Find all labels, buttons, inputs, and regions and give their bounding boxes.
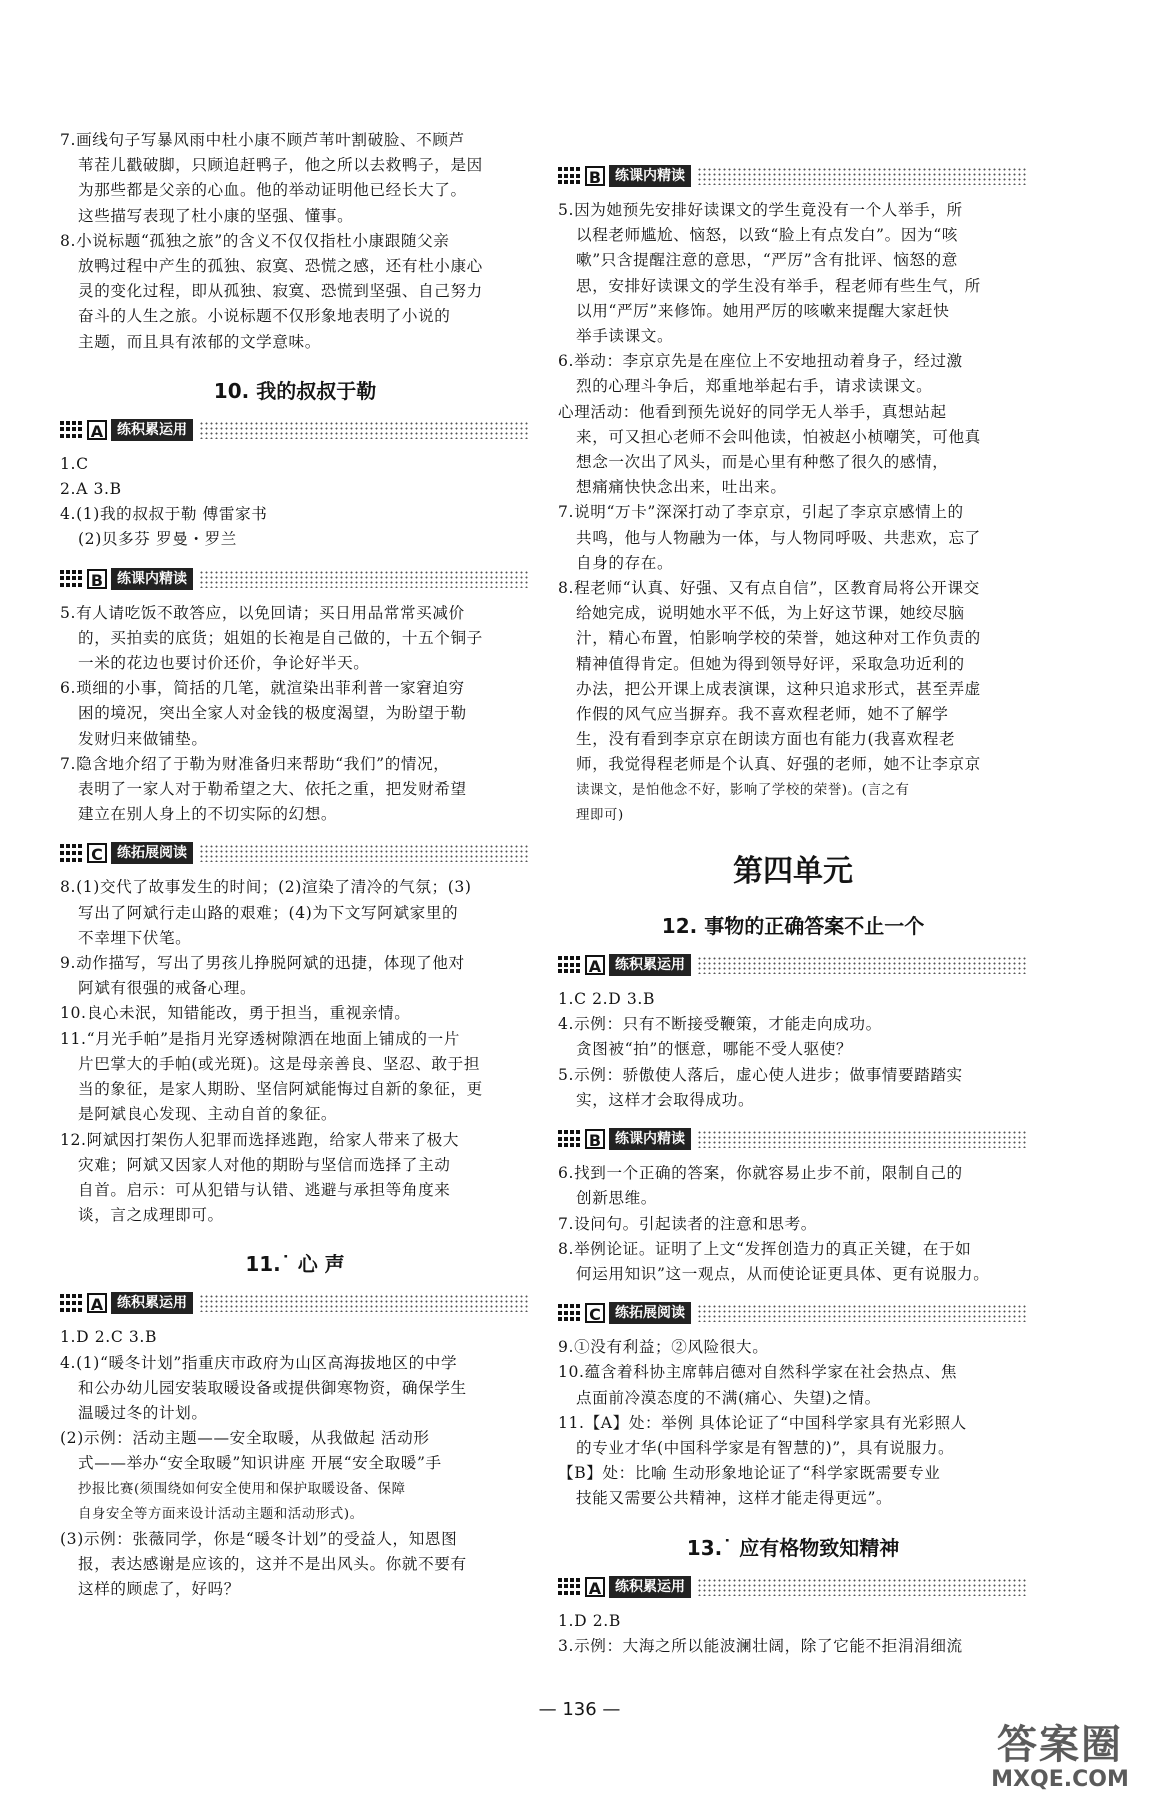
dots-icon (60, 1294, 84, 1312)
answer-line: 灾难；阿斌又因家人对他的期盼与坚信而选择了主动 (78, 1155, 451, 1174)
lesson-13-title: 13.˙ 应有格物致知精神 (686, 1535, 900, 1560)
answer-line: 何运用知识”这一观点，从而使论证更具体、更有说服力。 (576, 1264, 990, 1283)
answer-line: 建立在别人身上的不切实际的幻想。 (78, 805, 338, 824)
answer-line: 7.设问句。引起读者的注意和思考。 (558, 1214, 817, 1233)
section-label: 练课内精读 (609, 1128, 691, 1150)
answer-line: 6.琐细的小事，简括的几笔，就渲染出菲利普一家窘迫穷 (60, 679, 465, 698)
answer-line: 以用“严厉”来修饰。她用严厉的咳嗽来提醒大家赶快 (576, 301, 950, 320)
answer-line: 这样的顾虑了，好吗？ (78, 1580, 240, 1599)
answer-line: 5.因为她预先安排好读课文的学生竟没有一个人举手，所 (558, 201, 963, 219)
answer-line: 1.D 2.B (558, 1611, 621, 1630)
answer-line: 汁，精心布置，怕影响学校的荣誉，她这种对工作负责的 (576, 629, 981, 648)
answer-line: 技能又需要公共精神，这样才能走得更远”。 (576, 1489, 893, 1508)
answer-line: 报，表达感谢是应该的，这并不是出风头。你就不要有 (78, 1555, 467, 1574)
answer-line: 5.有人请吃饭不敢答应，以免回请；买日用品常常买减价 (60, 603, 465, 622)
answer-line: 4.(1)“暖冬计划”指重庆市政府为山区高海拔地区的中学 (60, 1353, 458, 1372)
answer-line: 2.A 3.B (60, 480, 122, 499)
answer-line: 不幸埋下伏笔。 (78, 928, 192, 947)
answer-line: 自身的存在。 (576, 553, 674, 572)
answer-line: 精神值得肯定。但她为得到领导好评，采取急功近利的 (576, 654, 965, 673)
answer-line: 主题，而且具有浓郁的文学意味。 (78, 332, 321, 351)
dots-icon (558, 1304, 582, 1322)
answer-line: 阿斌有很强的戒备心理。 (78, 979, 257, 998)
lesson-12-title: 12. 事物的正确答案不止一个 (661, 914, 925, 939)
dotted-fill (697, 956, 1028, 974)
left-column (60, 128, 530, 1603)
answer-line: 实，这样才会取得成功。 (576, 1090, 755, 1109)
dotted-fill (199, 570, 530, 588)
answer-line: 作假的风气应当摒弃。我不喜欢程老师，她不了解学 (576, 705, 949, 724)
answer-line: 谈，言之成理即可。 (78, 1206, 224, 1225)
answer-line: 6.找到一个正确的答案，你就容易止步不前，限制自己的 (558, 1164, 963, 1183)
answer-line: 苇茬儿戳破脚，只顾追赶鸭子，他之所以去救鸭子，是因 (78, 156, 483, 175)
answer-line: 1.D 2.C 3.B (60, 1328, 158, 1347)
right-column (558, 150, 1028, 1659)
answer-line: 8.程老师“认真、好强、又有点自信”，区教育局将公开课交 (558, 579, 980, 598)
answer-line: 奋斗的人生之旅。小说标题不仅形象地表明了小说的 (78, 307, 451, 326)
answer-line: 这些描写表现了杜小康的坚强、懂事。 (78, 206, 354, 225)
section-b-tag (558, 164, 1028, 188)
answer-line: 片巴掌大的手帕(或光斑)。这是母亲善良、坚忍、敢于担 (78, 1054, 481, 1073)
answer-line: 自首。启示：可从犯错与认错、逃避与承担等角度来 (78, 1180, 451, 1199)
dotted-fill (199, 1294, 530, 1312)
answer-line: (2)示例：活动主题——安全取暖，从我做起 活动形 (60, 1429, 430, 1448)
dotted-fill (697, 1578, 1028, 1596)
section-letter-a: A (585, 955, 605, 975)
answer-line: 放鸭过程中产生的孤独、寂寞、恐慌之感，还有杜小康心 (78, 257, 483, 276)
answer-line: 【B】处：比喻 生动形象地论证了“科学家既需要专业 (558, 1464, 941, 1483)
answer-line: 5.示例：骄傲使人落后，虚心使人进步；做事情要踏踏实 (558, 1065, 963, 1084)
section-label: 练积累运用 (111, 1292, 193, 1314)
section-c-tag (60, 841, 530, 865)
answer-line: 一米的花边也要讨价还价，争论好半天。 (78, 654, 370, 673)
answer-line: 理即可) (576, 807, 624, 823)
answer-line: (2)贝多芬 罗曼・罗兰 (78, 530, 237, 549)
answer-line: 8.举例论证。证明了上文“发挥创造力的真正关键，在于如 (558, 1239, 972, 1258)
section-b-tag (558, 1127, 1028, 1151)
dots-icon (60, 421, 84, 439)
answer-line: 写出了阿斌行走山路的艰难；(4)为下文写阿斌家里的 (78, 903, 459, 922)
answer-line: 创新思维。 (576, 1189, 657, 1208)
answer-line: 1.C (60, 454, 89, 473)
answer-line: 灵的变化过程，即从孤独、寂寞、恐慌到坚强、自己努力 (78, 282, 483, 301)
dots-icon (558, 1578, 582, 1596)
lesson-10-title: 10. 我的叔叔于勒 (213, 378, 377, 403)
answer-line: 7.说明“万卡”深深打动了李京京，引起了李京京感情上的 (558, 503, 964, 522)
answer-line: 嗽”只含提醒注意的意思，“严厉”含有批评、恼怒的意 (576, 251, 958, 270)
section-c-tag (558, 1301, 1028, 1325)
answer-line: 8.小说标题“孤独之旅”的含义不仅仅指杜小康跟随父亲 (60, 231, 450, 250)
answer-line: 4.示例：只有不断接受鞭策，才能走向成功。 (558, 1015, 882, 1034)
section-label: 练课内精读 (111, 568, 193, 590)
answer-line: 的专业才华(中国科学家是有智慧的)”，具有说服力。 (576, 1438, 955, 1457)
answer-line: 困的境况，突出全家人对金钱的极度渴望，为盼望于勒 (78, 704, 467, 723)
answer-line: 生，没有看到李京京在朗读方面也有能力(我喜欢程老 (576, 730, 956, 749)
answer-line: 7.画线句子写暴风雨中杜小康不顾芦苇叶割破脸、不顾芦 (60, 131, 465, 149)
dotted-fill (697, 1130, 1028, 1148)
section-label: 练积累运用 (609, 954, 691, 976)
section-label: 练拓展阅读 (609, 1302, 691, 1324)
answer-line: 6.举动：李京京先是在座位上不安地扭动着身子，经过激 (558, 352, 963, 371)
section-letter-c: C (585, 1303, 605, 1323)
answer-line: 烈的心理斗争后，郑重地举起右手，请求读课文。 (576, 377, 933, 396)
section-letter-a: A (585, 1577, 605, 1597)
section-a-tag (558, 953, 1028, 977)
section-a-tag (60, 418, 530, 442)
answer-line: 12.阿斌因打架伤人犯罪而选择逃跑，给家人带来了极大 (60, 1130, 460, 1149)
answer-line: 来，可又担心老师不会叫他读，怕被赵小桢嘲笑，可他真 (576, 427, 981, 446)
section-letter-a: A (87, 420, 107, 440)
section-letter-b: B (585, 166, 605, 186)
answer-line: 心理活动：他看到预先说好的同学无人举手，真想站起 (558, 402, 947, 421)
answer-line: 发财归来做铺垫。 (78, 729, 208, 748)
dotted-fill (697, 1304, 1028, 1322)
section-label: 练拓展阅读 (111, 842, 193, 864)
answer-line: 8.(1)交代了故事发生的时间；(2)渲染了清冷的气氛；(3) (60, 878, 472, 897)
answer-line: 师，我觉得程老师是个认真、好强的老师，她不让李京京 (576, 755, 981, 774)
dots-icon (60, 844, 84, 862)
answer-line: 贪图被“拍”的惬意，哪能不受人驱使？ (576, 1040, 853, 1059)
section-a-tag (60, 1291, 530, 1315)
section-letter-b: B (87, 569, 107, 589)
dots-icon (558, 1130, 582, 1148)
answer-line: 办法，把公开课上成表演课，这种只追求形式，甚至弄虚 (576, 679, 981, 698)
watermark-line2: MXQE.COM (991, 1767, 1129, 1792)
answer-line: 举手读课文。 (576, 327, 674, 346)
lesson-11-title: 11.˙ 心 声 (245, 1252, 345, 1277)
answer-line: 共鸣，他与人物融为一体，与人物同呼吸、共悲欢，忘了 (576, 528, 981, 547)
answer-line: 以程老师尴尬、恼怒，以致“脸上有点发白”。因为“咳 (576, 226, 958, 245)
answer-line: 3.示例：大海之所以能波澜壮阔，除了它能不拒涓涓细流 (558, 1636, 963, 1655)
page-number: — 136 — (538, 1699, 621, 1720)
answer-line: 9.①没有利益；②风险很大。 (558, 1338, 769, 1357)
answer-line: 7.隐含地介绍了于勒为财准备归来帮助“我们”的情况， (60, 754, 450, 773)
section-letter-c: C (87, 843, 107, 863)
section-label: 练积累运用 (111, 419, 193, 441)
dotted-fill (697, 167, 1028, 185)
answer-line: 温暖过冬的计划。 (78, 1403, 208, 1422)
answer-line: 和公办幼儿园安装取暖设备或提供御寒物资，确保学生 (78, 1378, 467, 1397)
dots-icon (558, 167, 582, 185)
section-a-tag (558, 1575, 1028, 1599)
answer-line: 表明了一家人对于勒希望之大、依托之重，把发财希望 (78, 780, 467, 799)
answer-line: 9.动作描写，写出了男孩儿挣脱阿斌的迅捷，体现了他对 (60, 954, 465, 973)
answer-line: 是阿斌良心发现、主动自首的象征。 (78, 1105, 338, 1124)
watermark-line1: 答案圈 (997, 1722, 1123, 1768)
answer-line: 读课文，是怕他念不好，影响了学校的荣誉)。(言之有 (576, 782, 910, 798)
answer-line: 想念一次出了风头，而是心里有种憋了很久的感情， (576, 453, 949, 472)
dots-icon (60, 570, 84, 588)
dotted-fill (199, 421, 530, 439)
dotted-fill (199, 844, 530, 862)
answer-line: 1.C 2.D 3.B (558, 990, 656, 1009)
answer-line: 思，安排好读课文的学生没有举手，程老师有些生气，所 (576, 276, 981, 295)
answer-line: 抄报比赛(须围绕如何安全使用和保护取暖设备、保障 (78, 1481, 406, 1497)
dots-icon (558, 956, 582, 974)
answer-line: (3)示例：张薇同学，你是“暖冬计划”的受益人，知恩图 (60, 1529, 458, 1548)
answer-line: 10.良心未泯，知错能改，勇于担当，重视亲情。 (60, 1004, 411, 1023)
answer-line: 10.蕴含着科协主席韩启德对自然科学家在社会热点、焦 (558, 1363, 958, 1382)
answer-line: 当的象征，是家人期盼、坚信阿斌能悔过自新的象征，更 (78, 1080, 483, 1099)
answer-line: 自身安全等方面来设计活动主题和活动形式)。 (78, 1506, 364, 1522)
section-label: 练积累运用 (609, 1576, 691, 1598)
answer-line: 4.(1)我的叔叔于勒 傅雷家书 (60, 505, 268, 524)
answer-line: 11.【A】处：举例 具体论证了“中国科学家具有光彩照人 (558, 1413, 967, 1432)
answer-line: 为那些都是父亲的心血。他的举动证明他已经长大了。 (78, 181, 467, 200)
watermark-logo (975, 1722, 1145, 1794)
unit-4-title: 第四单元 (733, 854, 853, 890)
section-letter-b: B (585, 1129, 605, 1149)
answer-line: 式——举办“安全取暖”知识讲座 开展“安全取暖”手 (78, 1454, 442, 1473)
section-letter-a: A (87, 1293, 107, 1313)
answer-line: 11.“月光手帕”是指月光穿透树隙洒在地面上铺成的一片 (60, 1029, 461, 1048)
section-b-tag (60, 567, 530, 591)
answer-line: 给她完成，说明她水平不低，为上好这节课，她绞尽脑 (576, 604, 965, 623)
answer-line: 的，买拍卖的底货；姐姐的长袍是自己做的，十五个铜子 (78, 628, 483, 647)
answer-line: 点面前冷漠态度的不满(痛心、失望)之情。 (576, 1388, 881, 1407)
answer-line: 想痛痛快快念出来，吐出来。 (576, 478, 787, 497)
section-label: 练课内精读 (609, 165, 691, 187)
